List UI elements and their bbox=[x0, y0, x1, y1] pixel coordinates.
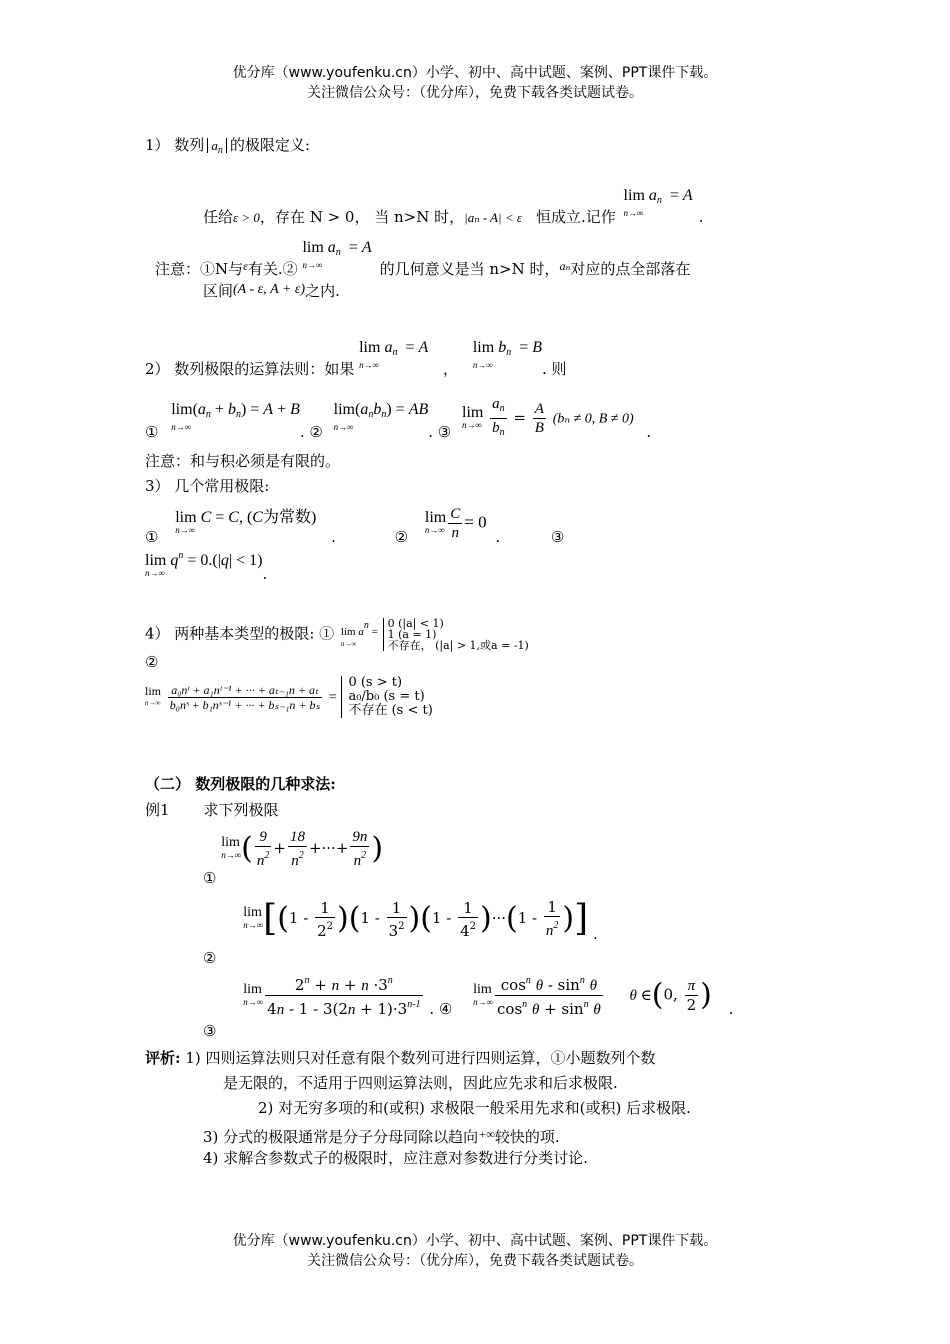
section-1-intro: 1） 数列 $a_n$ 的极限定义: bbox=[145, 136, 310, 156]
header-line-2: 关注微信公众号：（优分库），免费下载各类试题试卷。 bbox=[307, 85, 643, 101]
analysis-p3 bbox=[203, 1124, 560, 1147]
example-1-part-1: ① lim n→∞ ( $\frac{9}{n^2}$ + $\frac{18}{n^2}$ +···+ $\frac{9n}{n^2}$ ) bbox=[203, 829, 384, 887]
text: 0 (s > t) bbox=[348, 675, 403, 690]
footer-line-2: 关注微信公众号：（优分库），免费下载各类试题试卷。 bbox=[307, 1253, 643, 1269]
text: . ④ bbox=[429, 999, 453, 1018]
a-n: aₙ bbox=[559, 259, 571, 273]
text: ① bbox=[145, 422, 159, 441]
text: 恒成立.记作 bbox=[535, 208, 616, 226]
common-limits: ① lim C = C, (C为常数) n→∞ . ② lim n→∞ $\frac{C}{n}$ = 0 . ③ bbox=[145, 506, 565, 546]
text: ③ bbox=[203, 1021, 217, 1040]
text: . bbox=[698, 208, 704, 226]
text: 1) 四则运算法则只对任意有限个数列可进行四则运算，①小题数列个数 bbox=[185, 1049, 656, 1067]
text: . bbox=[331, 527, 336, 546]
theta-condition: θ ∈ bbox=[629, 987, 652, 1004]
rational-limit: lim n→∞ $\frac{\text{a₀nᵗ + a₁nᵗ⁻¹ + ··· + aₜ₋₁n + aₜ}}{\text{b₀nˢ + b₁nˢ⁻¹ + ··· + bₛ₋₁n + bₛ}}$ = 0 (s > t) a₀/b₀ (s = t) 不存在 (s < t) bbox=[145, 675, 433, 718]
example-1-part-2: ② lim n→∞ [(1 - $\frac{1}{2^2}$ )(1 - $\frac{1}{3^2}$ )(1 - $\frac{1}{4^2}$ )···(1 - $\frac{1}{n^2}$ )] . bbox=[203, 898, 598, 967]
text: 4） 两种基本类型的极限: ① bbox=[145, 624, 335, 643]
text: . bbox=[728, 999, 734, 1018]
case-b bbox=[341, 676, 432, 718]
text: ， bbox=[443, 360, 459, 378]
analysis-p1b: 是无限的，不适用于四则运算法则，因此应先求和后求极限. bbox=[223, 1074, 618, 1092]
limit-definition: 任给ε > 0，存在 N > 0， 当 n>N 时，|aₙ - A| < ε 恒成立.记作 $\lim a_n = A$ n→∞ . bbox=[203, 187, 704, 226]
limit-2-rhs: = 0 bbox=[464, 512, 487, 532]
definition-inequality: |aₙ - A| < ε bbox=[464, 210, 522, 225]
interval: (A - ε, A + ε) bbox=[233, 282, 306, 297]
text: . 则 bbox=[542, 360, 567, 378]
footer-line-1: 优分库（www.youfenku.cn）小学、初中、高中试题、案例、PPT课件下载。 bbox=[232, 1233, 718, 1249]
text: ① bbox=[203, 869, 217, 887]
rule3-condition: (bₙ ≠ 0, B ≠ 0) bbox=[552, 411, 634, 427]
text: . ③ bbox=[428, 422, 452, 441]
limit-q: $\lim q^n = 0.(|q| < 1)$ n→∞ . bbox=[145, 550, 268, 583]
text: ① bbox=[145, 527, 159, 546]
text: 任给 bbox=[203, 208, 234, 226]
case-a bbox=[383, 618, 529, 651]
analysis-p4: 4) 求解含参数式子的极限时，应注意对参数进行分类讨论. bbox=[203, 1149, 588, 1167]
text: 的几何意义是当 n>N 时， bbox=[379, 260, 560, 278]
sum-product-note: 注意：和与积必须是有限的。 bbox=[145, 452, 341, 470]
epsilon-condition: ε > 0 bbox=[233, 210, 260, 225]
text: 注意：①N与 bbox=[155, 260, 244, 278]
text: . bbox=[592, 925, 598, 943]
example-1 bbox=[145, 800, 279, 820]
text: 有关.② bbox=[247, 260, 298, 278]
text: 区间 bbox=[203, 282, 234, 300]
note-1: 注意：①N与$^\varepsilon$有关.② $\lim a_n = A$ n→∞ 的几何意义是当 n>N 时，$^{a_n}$对应的点全部落在 bbox=[155, 239, 691, 278]
text: ② bbox=[394, 527, 409, 546]
text: 不存在， (|a| > 1,或a = -1) bbox=[387, 639, 529, 652]
text: 较快的项. bbox=[494, 1128, 560, 1146]
text: 对应的点全部落在 bbox=[570, 260, 691, 278]
denominator: b₀nˢ + b₁nˢ⁻¹ + ··· + bₛ₋₁n + bₛ bbox=[169, 697, 320, 712]
section-2-heading: （二） 数列极限的几种求法: bbox=[145, 775, 336, 793]
section-4-title: 4） 两种基本类型的极限: ① lim an = n→∞ 0 (|a| < 1) 1 (a = 1) 不存在， (|a| > 1,或a = -1) bbox=[145, 617, 529, 652]
text: 求下列极限 bbox=[203, 801, 279, 819]
text: 之内. bbox=[305, 282, 340, 300]
epsilon: ε bbox=[243, 259, 248, 273]
analysis-p2: 2) 对无穷多项的和(或积) 求极限一般采用先求和(或积) 后求极限. bbox=[258, 1099, 691, 1117]
header-line-1: 优分库（www.youfenku.cn）小学、初中、高中试题、案例、PPT课件下载。 bbox=[232, 65, 718, 81]
text: 例1 bbox=[145, 801, 170, 819]
text: a₀/b₀ (s = t) bbox=[348, 689, 425, 704]
analysis-p1 bbox=[145, 1048, 656, 1068]
text: . ② bbox=[299, 422, 323, 441]
type-2-marker: ② bbox=[145, 653, 159, 671]
text: ② bbox=[203, 949, 217, 967]
text: 的极限定义: bbox=[229, 136, 310, 154]
interval-line bbox=[203, 280, 340, 301]
text: ，存在 N > 0， 当 n>N 时， bbox=[259, 208, 465, 226]
operation-rules: ① $\lim(a_n + b_n) = A + B$ n→∞ . ② $\lim(a_nb_n)$ = AB n→∞ . ③ lim n→∞ $\frac{a_n}{b_n}$ = $\frac{A}{B}$ (bₙ ≠ 0, B ≠ 0) . bbox=[145, 396, 652, 441]
section-2-title: 2） 数列极限的运算法则：如果 $\lim a_n = A$ n→∞ ， $\lim b_n = B$ n→∞ . 则 bbox=[145, 339, 567, 378]
text: 2） 数列极限的运算法则：如果 bbox=[145, 360, 355, 378]
numerator: a₀nᵗ + a₁nᵗ⁻¹ + ··· + aₜ₋₁n + aₜ bbox=[168, 683, 322, 698]
text: . bbox=[495, 527, 501, 546]
section-3-title: 3） 几个常用极限: bbox=[145, 477, 270, 495]
text: . bbox=[262, 564, 268, 583]
text: ③ bbox=[550, 527, 565, 546]
analysis-label: 评析: bbox=[145, 1049, 181, 1067]
text: . bbox=[646, 422, 652, 441]
example-1-part-3-4: ③ lim n→∞ $\frac{2^n + n + n \cdot 3^n}{4n - 1 - 3(2n + 1)\cdot 3^{n-1}}$ . ④ lim n→∞ $\frac{\cos^n \theta - \sin^n \theta}{\cos^n \theta + \sin^n \theta}$ θ ∈(0, $\frac{\pi}{2}$ ) . bbox=[203, 972, 733, 1022]
text: 不存在 (s < t) bbox=[348, 703, 433, 718]
plus-infinity: +∞ bbox=[478, 1127, 495, 1141]
text: 3) 分式的极限通常是分子分母同除以趋向 bbox=[203, 1128, 479, 1146]
text: 1 (a = 1) bbox=[387, 628, 437, 641]
text: 0 (|a| < 1) bbox=[387, 617, 444, 630]
text: 1） 数列 bbox=[145, 136, 205, 154]
